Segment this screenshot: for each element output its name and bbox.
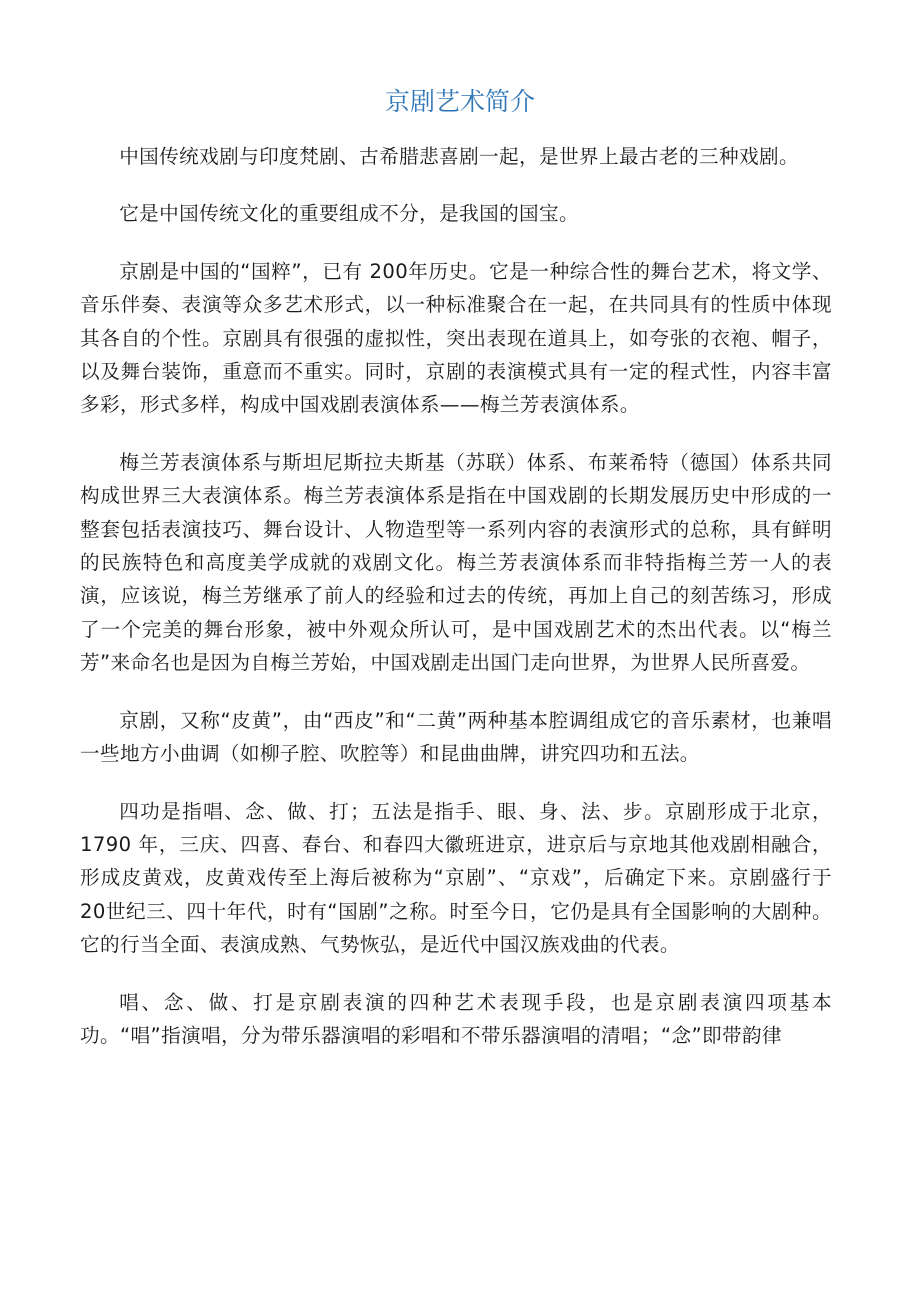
paragraph: 唱、念、做、打是京剧表演的四种艺术表现手段，也是京剧表演四项基本功。“唱”指演唱，分为带乐器演唱的彩唱和不带乐器演唱的清唱；“念”即带韵律 (80, 990, 832, 1047)
paragraph: 京剧，又称“皮黄”，由“西皮”和“二黄”两种基本腔调组成它的音乐素材，也兼唱一些地方小曲调（如柳子腔、吹腔等）和昆曲曲牌，讲究四功和五法。 (80, 708, 832, 766)
paragraph: 四功是指唱、念、做、打；五法是指手、眼、身、法、步。京剧形成于北京，1790 年，三庆、四喜、春台、和春四大徽班进京，进京后与京地其他戏剧相融合，形成皮黄戏，皮黄戏传至上海后被称为“京剧”、“京戏”，后确定下来。京剧盛行于 20世纪三、四十年代，时有“国剧”之称。时至今日，它仍是具有全国影响的大剧种。它的行当全面、表演成熟、气势恢弘，是近代中国汉族戏曲的代表。 (80, 799, 832, 957)
paragraph: 中国传统戏剧与印度梵剧、古希腊悲喜剧一起，是世界上最古老的三种戏剧。 (119, 145, 799, 168)
paragraph: 京剧是中国的“国粹”，已有 200年历史。它是一种综合性的舞台艺术，将文学、音乐伴奏、表演等众多艺术形式，以一种标准聚合在一起，在共同具有的性质中体现其各自的个性。京剧具有很强的虚拟性，突出表现在道具上，如夸张的衣袍、帽子，以及舞台装饰，重意而不重实。同时，京剧的表演模式具有一定的程式性，内容丰富多彩，形式多样，构成中国戏剧表演体系——梅兰芳表演体系。 (80, 259, 832, 417)
paragraph: 它是中国传统文化的重要组成不分，是我国的国宝。 (119, 202, 580, 226)
document-title: 京剧艺术简介 (384, 87, 535, 116)
document-body (80, 140, 832, 1076)
paragraph: 梅兰芳表演体系与斯坦尼斯拉夫斯基（苏联）体系、布莱希特（德国）体系共同构成世界三大表演体系。梅兰芳表演体系是指在中国戏剧的长期发展历史中形成的一整套包括表演技巧、舞台设计、人物造型等一系列内容的表演形式的总称，具有鲜明的民族特色和高度美学成就的戏剧文化。梅兰芳表演体系而非特指梅兰芳一人的表演，应该说，梅兰芳继承了前人的经验和过去的传统，再加上自己的刻苦练习，形成了一个完美的舞台形象，被中外观众所认可，是中国戏剧艺术的杰出代表。以“梅兰芳”来命名也是因为自梅兰芳始，中国戏剧走出国门走向世界，为世界人民所喜爱。 (80, 450, 832, 675)
